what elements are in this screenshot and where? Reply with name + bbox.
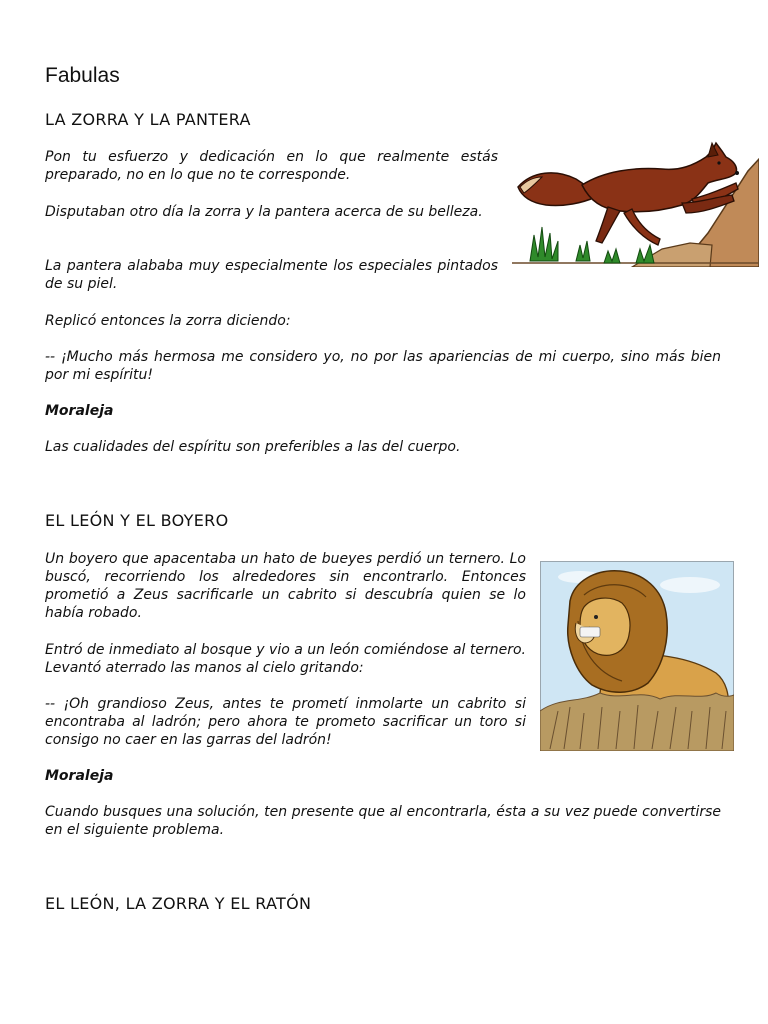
moral-label: Moraleja	[45, 768, 114, 784]
paragraph: Entró de inmediato al bosque y vio a un león comiéndose al ternero. Levantó aterrado las manos al cielo gritando:	[45, 642, 526, 676]
paragraph: Replicó entonces la zorra diciendo:	[45, 313, 291, 329]
paragraph: -- ¡Mucho más hermosa me considero yo, no por las apariencias de mi cuerpo, sino más bien por mi espíritu!	[45, 349, 721, 383]
document-title: Fabulas	[45, 64, 120, 87]
paragraph: Pon tu esfuerzo y dedicación en lo que realmente estás preparado, no en lo que no te corresponde.	[45, 149, 498, 183]
fox-illustration-icon	[512, 137, 759, 267]
paragraph: La pantera alababa muy especialmente los especiales pintados de su piel.	[45, 258, 498, 292]
paragraph: Un boyero que apacentaba un hato de bueyes perdió un ternero. Lo buscó, recorriendo los alrededores sin encontrarlo. Entonces prometió a Zeus sacrificarle un cabrito si descubría quien se lo había robado.	[45, 551, 526, 621]
moral-label: Moraleja	[45, 403, 114, 419]
lion-illustration-icon	[540, 561, 734, 751]
moral-text: Cuando busques una solución, ten presente que al encontrarla, ésta a su vez puede convertirse en el siguiente problema.	[45, 804, 721, 838]
paragraph: Disputaban otro día la zorra y la pantera acerca de su belleza.	[45, 204, 483, 220]
fable-title: LA ZORRA Y LA PANTERA	[45, 110, 251, 129]
fable-title: EL LEÓN Y EL BOYERO	[45, 511, 229, 530]
fable-title: EL LEÓN, LA ZORRA Y EL RATÓN	[45, 894, 312, 913]
moral-text: Las cualidades del espíritu son preferibles a las del cuerpo.	[45, 439, 461, 455]
paragraph: -- ¡Oh grandioso Zeus, antes te prometí inmolarte un cabrito si encontraba al ladrón; pero ahora te prometo sacrificar un toro si consigo no caer en las garras del ladrón!	[45, 696, 526, 748]
